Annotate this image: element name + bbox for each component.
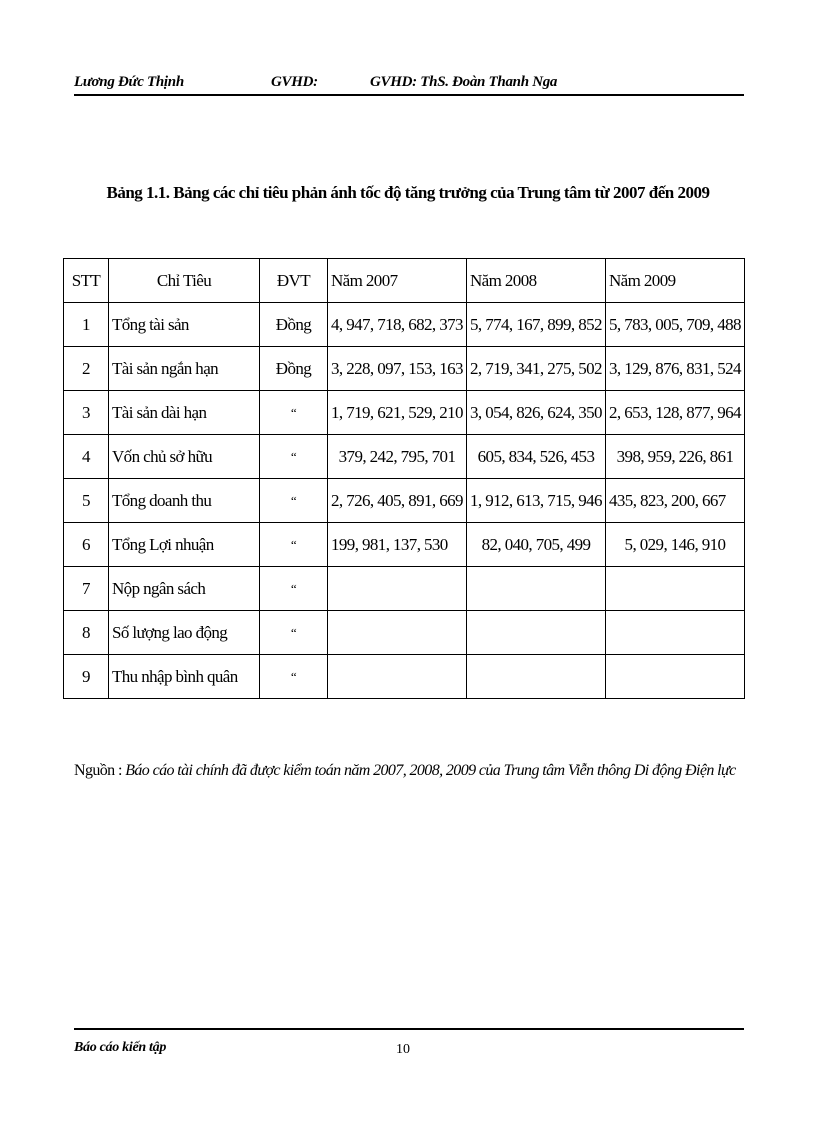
cell-stt: 5 xyxy=(64,479,109,523)
table-header-row xyxy=(64,259,745,303)
table-row xyxy=(64,347,745,391)
cell-indicator: Tổng tài sản xyxy=(109,303,260,347)
cell-2007: 2, 726, 405, 891, 669 xyxy=(328,479,467,523)
page-number: 10 xyxy=(396,1042,410,1057)
cell-stt: 1 xyxy=(64,303,109,347)
cell-indicator: Tài sản ngắn hạn xyxy=(109,347,260,391)
cell-unit: “ xyxy=(260,435,328,479)
cell-indicator: Tài sản dài hạn xyxy=(109,391,260,435)
table-row xyxy=(64,567,745,611)
cell-2007: 199, 981, 137, 530 xyxy=(328,523,467,567)
source-label: Nguồn : xyxy=(74,762,122,779)
cell-2007 xyxy=(328,655,467,699)
table-row xyxy=(64,611,745,655)
cell-unit: Đồng xyxy=(260,303,328,347)
indicator-table xyxy=(63,258,745,699)
cell-2009 xyxy=(606,655,745,699)
cell-unit: “ xyxy=(260,567,328,611)
source-note xyxy=(74,762,774,780)
cell-indicator: Nộp ngân sách xyxy=(109,567,260,611)
cell-2008: 5, 774, 167, 899, 852 xyxy=(467,303,606,347)
cell-2008: 3, 054, 826, 624, 350 xyxy=(467,391,606,435)
cell-indicator: Tổng doanh thu xyxy=(109,479,260,523)
cell-2007 xyxy=(328,611,467,655)
cell-unit: “ xyxy=(260,523,328,567)
cell-stt: 7 xyxy=(64,567,109,611)
cell-2009: 5, 783, 005, 709, 488 xyxy=(606,303,745,347)
table-title: Bảng 1.1. Bảng các chỉ tiêu phản ánh tốc độ tăng trưởng của Trung tâm từ 2007 đến 2009 xyxy=(106,183,710,202)
cell-2008 xyxy=(467,655,606,699)
cell-2007: 379, 242, 795, 701 xyxy=(328,435,467,479)
cell-2008: 82, 040, 705, 499 xyxy=(467,523,606,567)
cell-2008 xyxy=(467,567,606,611)
table-row xyxy=(64,479,745,523)
cell-indicator: Tổng Lợi nhuận xyxy=(109,523,260,567)
cell-stt: 4 xyxy=(64,435,109,479)
table-row xyxy=(64,391,745,435)
header-author: Lương Đức Thịnh xyxy=(74,74,184,90)
header-gvhd-full: GVHD: ThS. Đoàn Thanh Nga xyxy=(370,74,558,90)
page-header xyxy=(74,70,744,94)
cell-2009: 398, 959, 226, 861 xyxy=(606,435,745,479)
footer-report-label: Báo cáo kiến tập xyxy=(74,1040,167,1055)
cell-2007: 1, 719, 621, 529, 210 xyxy=(328,391,467,435)
cell-stt: 6 xyxy=(64,523,109,567)
table-row xyxy=(64,523,745,567)
cell-2009: 5, 029, 146, 910 xyxy=(606,523,745,567)
cell-unit: Đồng xyxy=(260,347,328,391)
cell-stt: 2 xyxy=(64,347,109,391)
cell-unit: “ xyxy=(260,611,328,655)
cell-2007: 3, 228, 097, 153, 163 xyxy=(328,347,467,391)
header-cell-stt: STT xyxy=(64,259,109,303)
cell-2008: 1, 912, 613, 715, 946 xyxy=(467,479,606,523)
cell-2009 xyxy=(606,611,745,655)
cell-unit: “ xyxy=(260,655,328,699)
table-row xyxy=(64,435,745,479)
cell-2007 xyxy=(328,567,467,611)
cell-2008 xyxy=(467,611,606,655)
table-row xyxy=(64,655,745,699)
cell-indicator: Thu nhập bình quân xyxy=(109,655,260,699)
source-text: Báo cáo tài chính đã được kiểm toán năm 2007, 2008, 2009 của Trung tâm Viễn thông Di động Điện lực xyxy=(125,762,736,779)
header-cell-2009: Năm 2009 xyxy=(606,259,745,303)
header-cell-unit: ĐVT xyxy=(260,259,328,303)
cell-indicator: Số lượng lao động xyxy=(109,611,260,655)
cell-stt: 9 xyxy=(64,655,109,699)
cell-2009: 435, 823, 200, 667 xyxy=(606,479,745,523)
cell-2009: 3, 129, 876, 831, 524 xyxy=(606,347,745,391)
header-cell-indicator: Chỉ Tiêu xyxy=(109,259,260,303)
header-gvhd-label: GVHD: xyxy=(271,74,318,90)
header-cell-2008: Năm 2008 xyxy=(467,259,606,303)
cell-stt: 8 xyxy=(64,611,109,655)
cell-stt: 3 xyxy=(64,391,109,435)
header-cell-2007: Năm 2007 xyxy=(328,259,467,303)
cell-unit: “ xyxy=(260,391,328,435)
cell-2008: 2, 719, 341, 275, 502 xyxy=(467,347,606,391)
cell-unit: “ xyxy=(260,479,328,523)
header-divider xyxy=(74,94,744,96)
footer-divider xyxy=(74,1028,744,1030)
cell-2009 xyxy=(606,567,745,611)
cell-indicator: Vốn chủ sở hữu xyxy=(109,435,260,479)
cell-2007: 4, 947, 718, 682, 373 xyxy=(328,303,467,347)
table-row xyxy=(64,303,745,347)
cell-2008: 605, 834, 526, 453 xyxy=(467,435,606,479)
cell-2009: 2, 653, 128, 877, 964 xyxy=(606,391,745,435)
